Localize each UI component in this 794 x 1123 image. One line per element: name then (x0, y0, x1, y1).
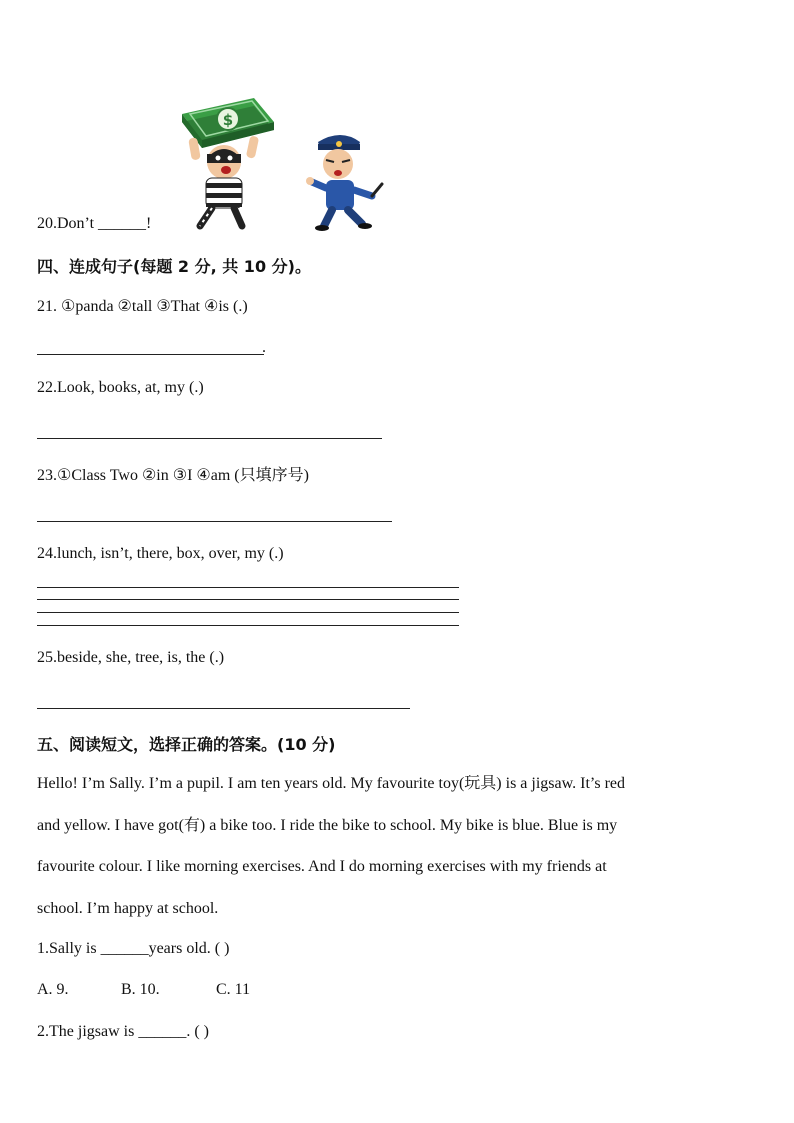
answer-line-25 (37, 708, 410, 709)
section-5-title: 五、阅读短文，选择正确的答案。(10 分) (37, 735, 336, 754)
policeman-figure (306, 135, 382, 231)
option-c: C. 11 (216, 981, 251, 998)
answer-line-24b (37, 599, 459, 600)
answer-line-24d (37, 625, 459, 626)
svg-text:$: $ (222, 111, 234, 129)
answer-line-24c (37, 612, 459, 613)
answer-line-22 (37, 438, 382, 439)
passage-line: favourite colour. I like morning exercises. And I do morning exercises with my friends at (37, 858, 607, 875)
reading-question-1-options (37, 981, 250, 999)
passage-line: and yellow. I have got(有) a bike too. I ride the bike to school. My bike is blue. Blue is my (37, 816, 618, 834)
answer-line-24a (37, 587, 459, 588)
question-21: 21. ①panda ②tall ③That ④is (.) (37, 298, 248, 315)
question-22: 22.Look, books, at, my (.) (37, 379, 204, 396)
answer-line-21 (37, 354, 264, 355)
question-23: 23.①Class Two ②in ③I ④am (只填序号) (37, 467, 309, 484)
reading-question-1: 1.Sally is ______years old. ( ) (37, 940, 230, 957)
reading-passage (37, 763, 737, 929)
thief-police-illustration (176, 92, 396, 232)
option-a: A. 9. (37, 981, 69, 998)
answer-line-21-period: . (262, 339, 266, 356)
option-b: B. 10. (121, 981, 160, 998)
thief-figure (188, 135, 259, 226)
question-20: 20.Don’t ______! (37, 215, 152, 232)
question-24: 24.lunch, isn’t, there, box, over, my (.) (37, 545, 284, 562)
reading-question-2: 2.The jigsaw is ______. ( ) (37, 1023, 209, 1040)
question-25: 25.beside, she, tree, is, the (.) (37, 649, 225, 666)
answer-line-23 (37, 521, 392, 522)
passage-line: Hello! I’m Sally. I’m a pupil. I am ten years old. My favourite toy(玩具) is a jigsaw. It’s red (37, 775, 626, 792)
section-4-title: 四、连成句子(每题 2 分, 共 10 分)。 (37, 257, 311, 276)
passage-line: school. I’m happy at school. (37, 899, 219, 917)
